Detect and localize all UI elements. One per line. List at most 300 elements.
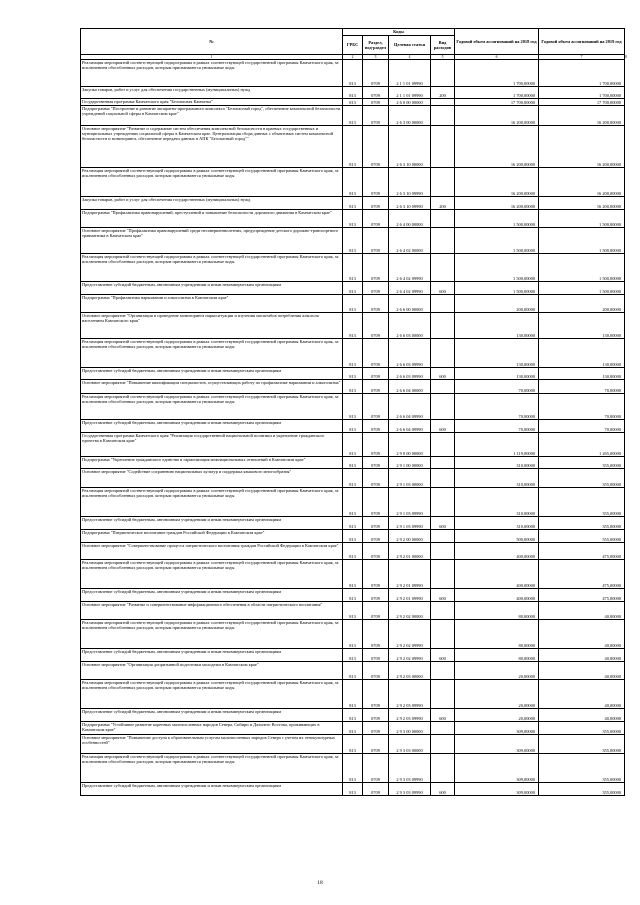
row-grbs-cell: 813 <box>343 368 363 380</box>
table-row <box>81 197 625 210</box>
header-volume-2019: Годовой объем ассигнований на 2019 год <box>539 29 625 55</box>
table-row <box>81 680 625 709</box>
row-razdel-cell: 0709 <box>363 589 389 602</box>
row-volume-2018-cell: 17 700,00000 <box>455 99 539 106</box>
header-target-article: Целевая статья <box>389 36 431 55</box>
row-target-article-cell: 2 9 1 00 00000 <box>389 457 431 469</box>
row-grbs-cell: 813 <box>343 87 363 99</box>
row-razdel-cell: 0709 <box>363 662 389 680</box>
row-razdel-cell: 0709 <box>363 106 389 126</box>
row-volume-2019-cell: 1 700,00000 <box>539 87 625 99</box>
row-volume-2019-cell: 16 200,00000 <box>539 168 625 197</box>
row-volume-2019-cell: 355,00000 <box>539 783 625 796</box>
row-volume-2019-cell: 16 200,00000 <box>539 106 625 126</box>
row-name-cell: Реализация мероприятий соответствующей подпрограммы в рамках соответствующей государственной программы Камчатского края, за исключением обособленных расходов, которым присваиваются уникальные коды <box>81 488 343 517</box>
row-target-article-cell: 2 9 1 03 00000 <box>389 469 431 488</box>
column-index-cell: 1 <box>81 55 343 60</box>
row-grbs-cell: 813 <box>343 228 363 254</box>
row-expense-type-cell <box>431 469 455 488</box>
row-volume-2018-cell: 130,00000 <box>455 368 539 380</box>
row-volume-2019-cell: 16 200,00000 <box>539 126 625 168</box>
row-volume-2018-cell: 16 200,00000 <box>455 126 539 168</box>
row-volume-2019-cell: 355,00000 <box>539 735 625 754</box>
table-row <box>81 530 625 543</box>
row-volume-2019-cell: 1 265,00000 <box>539 433 625 457</box>
row-volume-2019-cell: 355,00000 <box>539 488 625 517</box>
row-name-cell: Предоставление субсидий бюджетным, автономным учреждениям и иным некоммерческим организациям <box>81 368 343 380</box>
row-name-cell: Основное мероприятие "Содействие сохранению национальных культур и поддержка языкового многообразия" <box>81 469 343 488</box>
row-expense-type-cell <box>431 735 455 754</box>
row-razdel-cell: 0709 <box>363 457 389 469</box>
row-volume-2019-cell: 200,00000 <box>539 295 625 313</box>
row-grbs-cell: 813 <box>343 722 363 735</box>
column-index-cell: 3 <box>363 55 389 60</box>
row-name-cell: Реализация мероприятий соответствующей подпрограммы в рамках соответствующей государственной программы Камчатского края, за исключением обособленных расходов, которым присваиваются уникальные коды <box>81 680 343 709</box>
row-target-article-cell: 2 9 2 03 09990 <box>389 709 431 722</box>
budget-table <box>80 28 625 796</box>
row-grbs-cell: 813 <box>343 210 363 228</box>
row-razdel-cell: 0709 <box>363 709 389 722</box>
table-row <box>81 722 625 735</box>
table-row <box>81 662 625 680</box>
table-row <box>81 210 625 228</box>
row-expense-type-cell <box>431 126 455 168</box>
row-razdel-cell: 0709 <box>363 602 389 620</box>
row-volume-2019-cell: 1 500,00000 <box>539 254 625 282</box>
row-target-article-cell: 2 9 2 03 09990 <box>389 680 431 709</box>
table-row <box>81 517 625 530</box>
row-name-cell: Подпрограмма "Профилактика правонарушений, преступлений и повышение безопасности дорожного движения в Камчатском крае" <box>81 210 343 228</box>
row-grbs-cell: 813 <box>343 560 363 589</box>
row-grbs-cell: 813 <box>343 339 363 368</box>
row-target-article-cell: 2 6 3 00 00000 <box>389 106 431 126</box>
row-target-article-cell: 2 6 6 04 00000 <box>389 380 431 394</box>
row-grbs-cell: 813 <box>343 620 363 649</box>
row-grbs-cell: 813 <box>343 589 363 602</box>
row-name-cell: Подпрограмма "Патриотическое воспитание граждан Российской Федерации в Камчатском крае" <box>81 530 343 543</box>
row-expense-type-cell: 600 <box>431 282 455 295</box>
budget-table-body <box>81 60 625 796</box>
table-row <box>81 126 625 168</box>
row-name-cell: Основное мероприятие "Организация допризывной подготовки молодежи в Камчатском крае" <box>81 662 343 680</box>
row-expense-type-cell: 600 <box>431 783 455 796</box>
row-target-article-cell: 2 6 4 02 00000 <box>389 228 431 254</box>
row-name-cell: Основное мероприятие "Совершенствование процесса патриотического воспитания граждан Российской Федерации в Камчатском крае" <box>81 543 343 560</box>
table-row <box>81 488 625 517</box>
row-volume-2018-cell: 309,00000 <box>455 754 539 783</box>
row-razdel-cell: 0709 <box>363 394 389 420</box>
row-target-article-cell: 2 1 1 01 09990 <box>389 60 431 87</box>
row-volume-2018-cell: 309,00000 <box>455 735 539 754</box>
row-razdel-cell: 0709 <box>363 339 389 368</box>
row-grbs-cell: 813 <box>343 254 363 282</box>
column-index-cell: 6 <box>455 55 539 60</box>
row-expense-type-cell <box>431 722 455 735</box>
row-target-article-cell: 2 9 1 03 09990 <box>389 517 431 530</box>
row-volume-2019-cell: 17 700,00000 <box>539 99 625 106</box>
row-volume-2019-cell: 355,00000 <box>539 469 625 488</box>
header-codes: Коды <box>343 29 455 36</box>
row-razdel-cell: 0709 <box>363 228 389 254</box>
row-grbs-cell: 813 <box>343 754 363 783</box>
row-grbs-cell: 813 <box>343 517 363 530</box>
row-volume-2018-cell: 1 500,00000 <box>455 254 539 282</box>
row-name-cell: Предоставление субсидий бюджетным, автономным учреждениям и иным некоммерческим организациям <box>81 589 343 602</box>
row-target-article-cell: 2 9 3 03 09990 <box>389 754 431 783</box>
table-row <box>81 313 625 339</box>
row-razdel-cell: 0709 <box>363 126 389 168</box>
row-name-cell: Предоставление субсидий бюджетным, автономным учреждениям и иным некоммерческим организациям <box>81 709 343 722</box>
row-volume-2019-cell: 40,00000 <box>539 680 625 709</box>
row-grbs-cell: 813 <box>343 282 363 295</box>
row-volume-2018-cell: 20,00000 <box>455 662 539 680</box>
table-row <box>81 394 625 420</box>
row-grbs-cell: 813 <box>343 394 363 420</box>
row-volume-2019-cell: 355,00000 <box>539 754 625 783</box>
column-index-cell: 4 <box>389 55 431 60</box>
row-name-cell: Предоставление субсидий бюджетным, автономным учреждениям и иным некоммерческим организациям <box>81 282 343 295</box>
row-grbs-cell: 813 <box>343 420 363 433</box>
row-name-cell: Подпрограмма "Укрепление гражданского единства и гармонизация межнациональных отношений в Камчатском крае" <box>81 457 343 469</box>
row-target-article-cell: 2 9 3 03 09990 <box>389 783 431 796</box>
row-expense-type-cell: 200 <box>431 197 455 210</box>
row-volume-2018-cell: 16 200,00000 <box>455 168 539 197</box>
row-expense-type-cell: 600 <box>431 420 455 433</box>
row-volume-2019-cell: 70,00000 <box>539 380 625 394</box>
row-grbs-cell: 813 <box>343 530 363 543</box>
header-volume-2018: Годовой объем ассигнований на 2018 год <box>455 29 539 55</box>
row-volume-2018-cell: 310,00000 <box>455 517 539 530</box>
row-volume-2018-cell: 1 500,00000 <box>455 282 539 295</box>
row-target-article-cell: 2 6 6 04 09990 <box>389 420 431 433</box>
row-name-cell: Основное мероприятие "Организация и проведение мониторинга наркоситуации и изучения масштабов потребления алкоголя населением Камчатского края" <box>81 313 343 339</box>
row-volume-2018-cell: 70,00000 <box>455 380 539 394</box>
row-volume-2018-cell: 310,00000 <box>455 488 539 517</box>
row-name-cell: Основное мероприятие "Повышение доступа к образовательным услугам малочисленных народов Севера с учетом их этнокультурных особенностей" <box>81 735 343 754</box>
row-name-cell: Подпрограмма "Профилактика наркомании и алкоголизма в Камчатском крае" <box>81 295 343 313</box>
row-volume-2019-cell: 40,00000 <box>539 602 625 620</box>
row-expense-type-cell <box>431 228 455 254</box>
table-row <box>81 420 625 433</box>
row-expense-type-cell <box>431 380 455 394</box>
row-name-cell: Реализация мероприятий соответствующей подпрограммы в рамках соответствующей государственной программы Камчатского края, за исключением обособленных расходов, которым присваиваются уникальные коды <box>81 394 343 420</box>
row-volume-2019-cell: 130,00000 <box>539 368 625 380</box>
row-grbs-cell: 813 <box>343 197 363 210</box>
row-name-cell: Реализация мероприятий соответствующей подпрограммы в рамках соответствующей государственной программы Камчатского края, за исключением обособленных расходов, которым присваиваются уникальные коды <box>81 339 343 368</box>
table-row <box>81 339 625 368</box>
row-grbs-cell: 813 <box>343 783 363 796</box>
row-expense-type-cell <box>431 313 455 339</box>
row-expense-type-cell <box>431 168 455 197</box>
row-expense-type-cell: 600 <box>431 649 455 662</box>
row-target-article-cell: 2 9 2 01 09990 <box>389 589 431 602</box>
row-expense-type-cell: 600 <box>431 589 455 602</box>
row-volume-2019-cell: 555,00000 <box>539 530 625 543</box>
row-target-article-cell: 2 9 2 02 09990 <box>389 649 431 662</box>
table-row <box>81 735 625 754</box>
row-volume-2018-cell: 130,00000 <box>455 339 539 368</box>
row-target-article-cell: 2 6 3 10 09990 <box>389 168 431 197</box>
row-volume-2018-cell: 16 200,00000 <box>455 106 539 126</box>
row-expense-type-cell: 200 <box>431 87 455 99</box>
row-volume-2018-cell: 70,00000 <box>455 394 539 420</box>
row-razdel-cell: 0709 <box>363 649 389 662</box>
row-target-article-cell: 2 6 4 02 09990 <box>389 282 431 295</box>
row-razdel-cell: 0709 <box>363 620 389 649</box>
table-row <box>81 433 625 457</box>
row-name-cell: Реализация мероприятий соответствующей подпрограммы в рамках соответствующей государственной программы Камчатского края, за исключением обособленных расходов, которым присваиваются уникальные коды <box>81 620 343 649</box>
row-name-cell: Предоставление субсидий бюджетным, автономным учреждениям и иным некоммерческим организациям <box>81 517 343 530</box>
table-row <box>81 560 625 589</box>
row-target-article-cell: 2 9 2 01 09990 <box>389 560 431 589</box>
row-volume-2019-cell: 130,00000 <box>539 313 625 339</box>
row-volume-2019-cell: 70,00000 <box>539 394 625 420</box>
row-volume-2019-cell: 475,00000 <box>539 543 625 560</box>
table-row <box>81 457 625 469</box>
row-name-cell: Государственная программа Камчатского края "Безопасная Камчатка" <box>81 99 343 106</box>
row-volume-2019-cell: 1 700,00000 <box>539 60 625 87</box>
row-name-cell: Закупка товаров, работ и услуг для обеспечения государственных (муниципальных) нужд <box>81 197 343 210</box>
table-row <box>81 709 625 722</box>
row-target-article-cell: 2 6 6 04 09990 <box>389 394 431 420</box>
row-grbs-cell: 813 <box>343 649 363 662</box>
row-target-article-cell: 2 6 4 00 00000 <box>389 210 431 228</box>
row-name-cell: Предоставление субсидий бюджетным, автономным учреждениям и иным некоммерческим организациям <box>81 420 343 433</box>
table-row <box>81 589 625 602</box>
row-razdel-cell: 0709 <box>363 680 389 709</box>
row-razdel-cell: 0709 <box>363 783 389 796</box>
row-expense-type-cell <box>431 488 455 517</box>
row-razdel-cell: 0709 <box>363 197 389 210</box>
row-target-article-cell: 2 6 4 02 09990 <box>389 254 431 282</box>
row-volume-2018-cell: 20,00000 <box>455 680 539 709</box>
row-volume-2018-cell: 80,00000 <box>455 620 539 649</box>
row-razdel-cell: 0709 <box>363 560 389 589</box>
header-expense-type: Вид расходов <box>431 36 455 55</box>
row-grbs-cell: 813 <box>343 469 363 488</box>
row-volume-2019-cell: 475,00000 <box>539 560 625 589</box>
row-volume-2018-cell: 500,00000 <box>455 530 539 543</box>
row-target-article-cell: 2 9 2 01 00000 <box>389 543 431 560</box>
row-volume-2018-cell: 80,00000 <box>455 602 539 620</box>
row-volume-2019-cell: 16 200,00000 <box>539 197 625 210</box>
table-row <box>81 754 625 783</box>
column-index-row: 1 2 3 4 5 6 7 8 <box>81 55 625 60</box>
row-volume-2019-cell: 40,00000 <box>539 620 625 649</box>
row-volume-2018-cell: 400,00000 <box>455 589 539 602</box>
row-volume-2019-cell: 40,00000 <box>539 662 625 680</box>
row-target-article-cell: 2 1 1 01 09990 <box>389 87 431 99</box>
row-expense-type-cell <box>431 620 455 649</box>
row-grbs-cell: 813 <box>343 602 363 620</box>
row-name-cell: Государственная программа Камчатского края "Реализация государственной национальной политики и укрепление гражданского единства в Камчатском крае" <box>81 433 343 457</box>
row-grbs-cell: 813 <box>343 680 363 709</box>
table-row <box>81 228 625 254</box>
table-row <box>81 620 625 649</box>
table-row <box>81 87 625 99</box>
row-volume-2018-cell: 309,00000 <box>455 783 539 796</box>
row-volume-2018-cell: 200,00000 <box>455 295 539 313</box>
row-target-article-cell: 2 9 3 00 00000 <box>389 722 431 735</box>
row-name-cell: Реализация мероприятий соответствующей подпрограммы в рамках соответствующей государственной программы Камчатского края, за исключением обособленных расходов, которым присваиваются уникальные коды <box>81 254 343 282</box>
row-volume-2018-cell: 1 119,00000 <box>455 433 539 457</box>
column-index-cell: 7 <box>539 55 625 60</box>
row-razdel-cell: 0709 <box>363 87 389 99</box>
row-target-article-cell: 2 9 1 03 09990 <box>389 488 431 517</box>
row-target-article-cell: 2 6 3 10 00000 <box>389 126 431 168</box>
budget-sheet <box>80 28 627 796</box>
row-razdel-cell: 0709 <box>363 488 389 517</box>
table-row <box>81 380 625 394</box>
row-name-cell: Закупка товаров, работ и услуг для обеспечения государственных (муниципальных) нужд <box>81 87 343 99</box>
table-row <box>81 106 625 126</box>
row-volume-2018-cell: 400,00000 <box>455 543 539 560</box>
row-target-article-cell: 2 6 0 00 00000 <box>389 99 431 106</box>
row-target-article-cell: 2 9 2 00 00000 <box>389 530 431 543</box>
row-expense-type-cell <box>431 60 455 87</box>
row-razdel-cell: 0709 <box>363 420 389 433</box>
row-razdel-cell: 0709 <box>363 380 389 394</box>
row-volume-2018-cell: 1 500,00000 <box>455 228 539 254</box>
row-volume-2018-cell: 80,00000 <box>455 649 539 662</box>
column-index-cell: 2 <box>343 55 363 60</box>
row-expense-type-cell <box>431 530 455 543</box>
row-grbs-cell: 813 <box>343 662 363 680</box>
row-razdel-cell: 0709 <box>363 282 389 295</box>
row-target-article-cell: 2 6 6 03 09990 <box>389 339 431 368</box>
row-expense-type-cell <box>431 99 455 106</box>
table-row <box>81 168 625 197</box>
row-target-article-cell: 2 6 6 00 00000 <box>389 295 431 313</box>
row-volume-2018-cell: 310,00000 <box>455 457 539 469</box>
row-expense-type-cell <box>431 433 455 457</box>
row-name-cell: Основное мероприятие "Развитие и содержание систем обеспечения комплексной безопасности в краевых государственных и муниципальных учреждениях социальной сферы в Камчатском крае. Централизация сбора данных с объектовых систем комплексной безопасности и мониторинга, обеспечение передачи данных в АПК "Безопасный город"" <box>81 126 343 168</box>
table-row <box>81 282 625 295</box>
row-expense-type-cell <box>431 754 455 783</box>
row-razdel-cell: 0709 <box>363 469 389 488</box>
row-target-article-cell: 2 9 2 03 00000 <box>389 662 431 680</box>
row-razdel-cell: 0709 <box>363 99 389 106</box>
row-expense-type-cell <box>431 457 455 469</box>
table-row <box>81 368 625 380</box>
row-volume-2019-cell: 40,00000 <box>539 649 625 662</box>
row-razdel-cell: 0709 <box>363 735 389 754</box>
row-grbs-cell: 813 <box>343 60 363 87</box>
row-volume-2018-cell: 16 200,00000 <box>455 197 539 210</box>
table-row <box>81 602 625 620</box>
row-volume-2018-cell: 310,00000 <box>455 469 539 488</box>
row-razdel-cell: 0709 <box>363 295 389 313</box>
row-expense-type-cell <box>431 560 455 589</box>
table-row <box>81 543 625 560</box>
row-target-article-cell: 2 9 2 02 09990 <box>389 620 431 649</box>
row-grbs-cell: 813 <box>343 99 363 106</box>
row-expense-type-cell <box>431 602 455 620</box>
row-grbs-cell: 813 <box>343 709 363 722</box>
row-name-cell: Подпрограмма "Построение и развитие аппаратно-программного комплекса "Безопасный город", обеспечение комплексной безопасности учреждений социальной сферы в Камчатском крае" <box>81 106 343 126</box>
row-grbs-cell: 813 <box>343 488 363 517</box>
table-row <box>81 649 625 662</box>
row-name-cell: Основное мероприятие "Повышение квалификации специалистов, осуществляющих работу по профилактике наркомании и алкоголизма" <box>81 380 343 394</box>
row-name-cell: Реализация мероприятий соответствующей подпрограммы в рамках соответствующей государственной программы Камчатского края, за исключением обособленных расходов, которым присваиваются уникальные коды <box>81 168 343 197</box>
row-target-article-cell: 2 6 3 10 09990 <box>389 197 431 210</box>
row-expense-type-cell <box>431 254 455 282</box>
header-grbs: ГРБС <box>343 36 363 55</box>
row-name-cell: Подпрограмма "Устойчивое развитие коренных малочисленных народов Севера, Сибири и Дальнего Востока, проживающих в Камчатском крае" <box>81 722 343 735</box>
table-row <box>81 469 625 488</box>
row-expense-type-cell <box>431 662 455 680</box>
row-razdel-cell: 0709 <box>363 210 389 228</box>
row-expense-type-cell <box>431 680 455 709</box>
row-name-cell: Реализация мероприятий соответствующей подпрограммы в рамках соответствующей государственной программы Камчатского края, за исключением обособленных расходов, которым присваиваются уникальные коды <box>81 754 343 783</box>
row-grbs-cell: 813 <box>343 380 363 394</box>
row-volume-2019-cell: 1 500,00000 <box>539 228 625 254</box>
row-name-cell: Предоставление субсидий бюджетным, автономным учреждениям и иным некоммерческим организациям <box>81 649 343 662</box>
row-name-cell: Основное мероприятие "Профилактика правонарушений среди несовершеннолетних, предупреждение детского дорожно-транспортного травматизма в Камчатском крае" <box>81 228 343 254</box>
row-expense-type-cell <box>431 394 455 420</box>
row-target-article-cell: 2 9 0 00 00000 <box>389 433 431 457</box>
row-name-cell: Реализация мероприятий соответствующей подпрограммы в рамках соответствующей государственной программы Камчатского края, за исключением обособленных расходов, которым присваиваются уникальные коды <box>81 560 343 589</box>
row-grbs-cell: 813 <box>343 313 363 339</box>
column-index-cell: 5 <box>431 55 455 60</box>
row-expense-type-cell: 600 <box>431 368 455 380</box>
row-name-cell: Предоставление субсидий бюджетным, автономным учреждениям и иным некоммерческим организациям <box>81 783 343 796</box>
row-volume-2018-cell: 1 700,00000 <box>455 60 539 87</box>
row-razdel-cell: 0709 <box>363 543 389 560</box>
row-name-cell: Реализация мероприятий соответствующей подпрограммы в рамках соответствующей государственной программы Камчатского края, за исключением обособленных расходов, которым присваиваются уникальные коды <box>81 60 343 87</box>
row-volume-2018-cell: 1 500,00000 <box>455 210 539 228</box>
row-razdel-cell: 0709 <box>363 722 389 735</box>
table-row <box>81 295 625 313</box>
row-name-cell: Основное мероприятие "Развитие и совершенствование информационного обеспечения в области патриотического воспитания" <box>81 602 343 620</box>
row-grbs-cell: 813 <box>343 168 363 197</box>
row-expense-type-cell <box>431 106 455 126</box>
row-grbs-cell: 813 <box>343 126 363 168</box>
row-razdel-cell: 0709 <box>363 168 389 197</box>
row-expense-type-cell <box>431 210 455 228</box>
table-row <box>81 783 625 796</box>
row-expense-type-cell <box>431 543 455 560</box>
row-volume-2019-cell: 1 500,00000 <box>539 210 625 228</box>
row-volume-2018-cell: 400,00000 <box>455 560 539 589</box>
row-target-article-cell: 2 6 6 03 09990 <box>389 368 431 380</box>
row-volume-2018-cell: 1 700,00000 <box>455 87 539 99</box>
page-number: 18 <box>317 880 323 886</box>
row-razdel-cell: 0709 <box>363 530 389 543</box>
row-razdel-cell: 0709 <box>363 517 389 530</box>
row-razdel-cell: 0709 <box>363 60 389 87</box>
row-razdel-cell: 0709 <box>363 368 389 380</box>
row-volume-2018-cell: 20,00000 <box>455 709 539 722</box>
row-expense-type-cell: 600 <box>431 709 455 722</box>
row-volume-2019-cell: 355,00000 <box>539 517 625 530</box>
row-volume-2019-cell: 1 500,00000 <box>539 282 625 295</box>
row-grbs-cell: 813 <box>343 295 363 313</box>
row-expense-type-cell <box>431 295 455 313</box>
row-expense-type-cell: 600 <box>431 517 455 530</box>
row-razdel-cell: 0709 <box>363 754 389 783</box>
row-volume-2019-cell: 475,00000 <box>539 589 625 602</box>
table-row <box>81 254 625 282</box>
row-volume-2019-cell: 355,00000 <box>539 722 625 735</box>
row-target-article-cell: 2 6 6 03 00000 <box>389 313 431 339</box>
row-grbs-cell: 813 <box>343 543 363 560</box>
row-volume-2019-cell: 40,00000 <box>539 709 625 722</box>
row-razdel-cell: 0709 <box>363 254 389 282</box>
row-target-article-cell: 2 9 2 02 00000 <box>389 602 431 620</box>
row-grbs-cell: 813 <box>343 106 363 126</box>
row-volume-2018-cell: 309,00000 <box>455 722 539 735</box>
